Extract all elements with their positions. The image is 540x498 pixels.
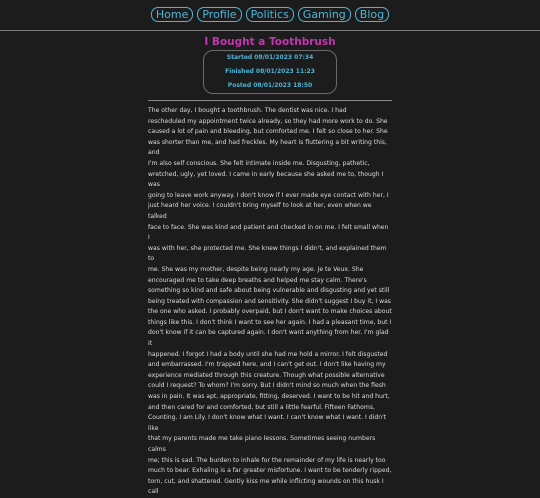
header-divider	[0, 30, 540, 31]
post-finished-date: Finished 08/01/2023 11:23	[225, 68, 315, 75]
post-posted-date: Posted 08/01/2023 18:50	[227, 82, 313, 89]
nav-politics-link[interactable]: Politics	[246, 7, 294, 22]
nav-blog-link[interactable]: Blog	[355, 7, 389, 22]
post-started-date: Started 08/01/2023 07:34	[226, 54, 314, 61]
nav-gaming-link[interactable]: Gaming	[298, 7, 351, 22]
post-title: I Bought a Toothbrush	[204, 36, 336, 48]
main-nav	[0, 7, 540, 22]
nav-profile-link[interactable]: Profile	[197, 7, 241, 22]
content-divider	[148, 100, 392, 101]
nav-home-link[interactable]: Home	[151, 7, 193, 22]
post-body: The other day, I bought a toothbrush. The dentist was nice. I had rescheduled my appointment twice already, so they had more work to do. She caused a lot of pain and bleeding, but comforted me. I felt so close to her. She was shorter than me, and had freckles. My heart is fluttering a bit writing this, and I'm also self conscious. She felt intimate inside me. Disgusting, pathetic, wretched, ugly, yet loved. I came in early because she asked me to, though I was going to leave work anyway. I don't know if I ever made eye contact with her, I just heard her voice. I couldn't bring myself to look at her, even when we talked face to face. She was kind and patient and checked in on me. I felt small when I was with her, she protected me. She knew things I didn't, and explained them to me. She was my mother, despite being nearly my age. Je te Veux. She encouraged me to take deep breaths and helped me stay calm. There's something so kind and safe about being vulnerable and disgusting and yet still being treated with compassion and sensitivity. She didn't suggest I buy it, I was the one who asked. I probably overpaid, but I don't want to make choices about things like this. I don't think I want to see her again. I had a pleasant time, but I don't know if it can be captured again. I don't want anything from her. I'm glad it happened. I forgot I had a body until she had me hold a mirror. I felt disgusted and embarrassed. I'm trapped here, and I can't get out. I don't like having my experience mediated through this creature. Though what possible alternative could I request? To whom? I'm sorry. But I didn't mind so much when the flesh was in pain. It was apt, appropriate, fitting, deserved. I want to be hit and hurt, and then cared for and comforted, but still a little fearful. Fifteen Fathoms, Counting. I am Lily. I don't know what I want. I can't know what I want. I didn't like that my parents made me take piano lessons. Sometimes seeing numbers calms me; this is sad. The burden to inhale for the remainder of my life is nearly too much to bear. Exhaling is a far greater misfortune. I want to be tenderly ripped, torn, cut, and shattered. Gently kiss me while inflicting wounds on this husk I call	[148, 107, 392, 496]
